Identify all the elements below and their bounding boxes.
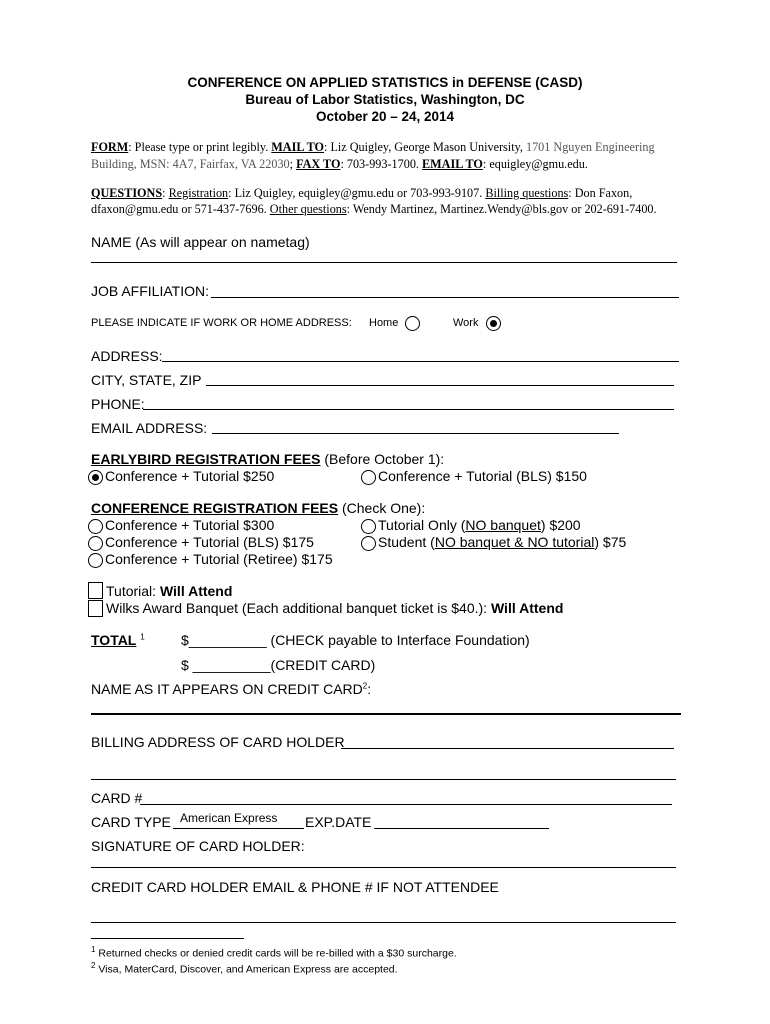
work-radio[interactable] xyxy=(486,316,501,331)
mail-address-1: 1701 Nguyen Engineering xyxy=(525,140,655,154)
signature-input-line[interactable] xyxy=(91,867,676,868)
earlybird-option-1: Conference + Tutorial $250 xyxy=(105,468,275,484)
banquet-attend-bold: Will Attend xyxy=(490,600,564,616)
tutorial-attend-checkbox[interactable] xyxy=(88,582,103,599)
tutorial-attend-label xyxy=(106,583,232,599)
billing-address-input-line[interactable] xyxy=(341,748,674,749)
signature-label: SIGNATURE OF CARD HOLDER: xyxy=(91,838,305,854)
check-amount-line[interactable]: $__________ (CHECK payable to Interface Foundation) xyxy=(181,632,530,648)
footnote-1-number: 1 xyxy=(91,945,96,954)
total-footnote-ref: 1 xyxy=(140,632,145,642)
name-on-card-input-line[interactable] xyxy=(91,713,681,715)
banquet-attend-pre: Wilks Award Banquet (Each additional banquet ticket is $40.): xyxy=(106,600,491,616)
exp-date-label: EXP.DATE xyxy=(305,814,372,830)
phone-label: PHONE: xyxy=(91,396,145,412)
email-address-label: EMAIL ADDRESS: xyxy=(91,420,208,436)
other-questions-label: Other questions xyxy=(269,202,347,216)
footnote-separator xyxy=(91,938,244,939)
job-affiliation-label: JOB AFFILIATION: xyxy=(91,283,209,299)
earlybird-heading xyxy=(91,451,444,467)
student-underlined: NO banquet & NO tutorial xyxy=(434,534,595,550)
earlybird-option-2: Conference + Tutorial (BLS) $150 xyxy=(378,468,587,484)
questions-label: QUESTIONS xyxy=(91,186,163,200)
form-instructions-line2 xyxy=(91,157,588,172)
student-pre: Student ( xyxy=(378,534,435,550)
card-type-label: CARD TYPE xyxy=(91,814,171,830)
exp-date-input-line[interactable] xyxy=(374,828,549,829)
card-type-value[interactable]: American Express xyxy=(180,811,278,825)
tutorial-only-price: ) $200 xyxy=(540,517,581,533)
earlybird-heading-text: EARLYBIRD REGISTRATION FEES xyxy=(91,451,321,467)
name-on-card-footnote-ref: 2 xyxy=(362,681,368,691)
footnote-2-text: Visa, MaterCard, Discover, and American Express are accepted. xyxy=(95,963,398,976)
address-label: ADDRESS: xyxy=(91,348,163,364)
email-address-input-line[interactable] xyxy=(212,433,619,434)
name-on-card-text: NAME AS IT APPEARS ON CREDIT CARD xyxy=(91,681,363,697)
card-number-input-line[interactable] xyxy=(140,804,672,805)
conference-tutorial-retiree-radio[interactable] xyxy=(88,553,103,568)
banquet-attend-checkbox[interactable] xyxy=(88,600,103,617)
billing-address-label: BILLING ADDRESS OF CARD HOLDER xyxy=(91,734,345,750)
name-label: NAME (As will appear on nametag) xyxy=(91,234,310,250)
fax-text: : 703-993-1700. xyxy=(340,157,423,171)
footnote-2-number: 2 xyxy=(91,961,96,970)
credit-card-amount-line[interactable]: $ __________(CREDIT CARD) xyxy=(181,657,376,673)
conference-option-3: Conference + Tutorial (Retiree) $175 xyxy=(105,551,333,567)
conference-tutorial-bls-radio[interactable] xyxy=(88,536,103,551)
address-type-prompt: PLEASE INDICATE IF WORK OR HOME ADDRESS: xyxy=(91,317,352,329)
card-holder-contact-label: CREDIT CARD HOLDER EMAIL & PHONE # IF NOT ATTENDEE xyxy=(91,879,499,895)
billing-text: : Don Faxon, xyxy=(568,186,633,200)
conference-option-5 xyxy=(378,534,626,550)
mail-to-text: : Liz Quigley, George Mason University, xyxy=(324,140,526,154)
earlybird-conference-tutorial-radio[interactable] xyxy=(88,470,103,485)
form-subtitle: Bureau of Labor Statistics, Washington, DC xyxy=(245,92,525,107)
footnote-2 xyxy=(91,961,398,976)
conference-fees-heading-text: CONFERENCE REGISTRATION FEES xyxy=(91,500,339,516)
tutorial-only-radio[interactable] xyxy=(361,519,376,534)
questions-line2 xyxy=(91,202,657,217)
mail-to-label: MAIL TO xyxy=(271,140,325,154)
card-holder-contact-input-line[interactable] xyxy=(91,922,676,923)
address-input-line[interactable] xyxy=(162,361,679,362)
total-label xyxy=(91,632,145,648)
conference-option-1: Conference + Tutorial $300 xyxy=(105,517,275,533)
name-on-card-colon: : xyxy=(367,681,372,697)
conference-option-4 xyxy=(378,517,581,533)
card-type-input-line[interactable] xyxy=(173,828,304,829)
form-dates: October 20 – 24, 2014 xyxy=(315,109,455,124)
phone-input-line[interactable] xyxy=(143,409,674,410)
registration-text: : Liz Quigley, equigley@gmu.edu or 703-993-9107. xyxy=(228,186,486,200)
separator: ; xyxy=(289,157,297,171)
conference-fees-note: (Check One): xyxy=(338,500,426,516)
city-state-zip-input-line[interactable] xyxy=(206,385,674,386)
tutorial-only-pre: Tutorial Only ( xyxy=(378,517,466,533)
conference-tutorial-radio[interactable] xyxy=(88,519,103,534)
work-option-label: Work xyxy=(453,317,479,329)
tutorial-attend-pre: Tutorial: xyxy=(106,583,160,599)
questions-colon: : xyxy=(162,186,169,200)
email-to-text: : equigley@gmu.edu. xyxy=(482,157,588,171)
billing-address-input-line-2[interactable] xyxy=(91,779,676,780)
questions-line1 xyxy=(91,186,632,201)
tutorial-only-underlined: NO banquet xyxy=(465,517,541,533)
job-affiliation-input-line[interactable] xyxy=(211,297,679,298)
email-to-label: EMAIL TO xyxy=(422,157,483,171)
billing-label: Billing questions xyxy=(485,186,569,200)
name-input-line[interactable] xyxy=(91,262,677,263)
home-radio[interactable] xyxy=(405,316,420,331)
other-questions-text: : Wendy Martinez, Martinez.Wendy@bls.gov or 202-691-7400. xyxy=(346,202,657,216)
name-on-card-label xyxy=(91,681,371,697)
form-instructions-line1 xyxy=(91,140,655,155)
billing-contact: dfaxon@gmu.edu or 571-437-7696. xyxy=(91,202,270,216)
mail-address-2: Building, MSN: 4A7, Fairfax, VA 22030 xyxy=(91,157,290,171)
student-radio[interactable] xyxy=(361,536,376,551)
banquet-attend-label xyxy=(106,600,563,616)
form-label: FORM xyxy=(91,140,129,154)
footnote-1 xyxy=(91,945,457,960)
form-title: CONFERENCE ON APPLIED STATISTICS in DEFENSE (CASD) xyxy=(187,75,583,90)
registration-label: Registration xyxy=(168,186,229,200)
form-text: : Please type or print legibly. xyxy=(128,140,272,154)
earlybird-bls-radio[interactable] xyxy=(361,470,376,485)
conference-fees-heading xyxy=(91,500,425,516)
conference-option-2: Conference + Tutorial (BLS) $175 xyxy=(105,534,314,550)
fax-label: FAX TO xyxy=(296,157,341,171)
city-state-zip-label: CITY, STATE, ZIP xyxy=(91,372,202,388)
earlybird-note: (Before October 1): xyxy=(320,451,445,467)
card-number-label: CARD # xyxy=(91,790,143,806)
footnote-1-text: Returned checks or denied credit cards will be re-billed with a $30 surcharge. xyxy=(95,947,457,960)
total-label-text: TOTAL xyxy=(91,632,137,648)
student-price: ) $75 xyxy=(594,534,627,550)
home-option-label: Home xyxy=(369,317,399,329)
tutorial-attend-bold: Will Attend xyxy=(159,583,233,599)
